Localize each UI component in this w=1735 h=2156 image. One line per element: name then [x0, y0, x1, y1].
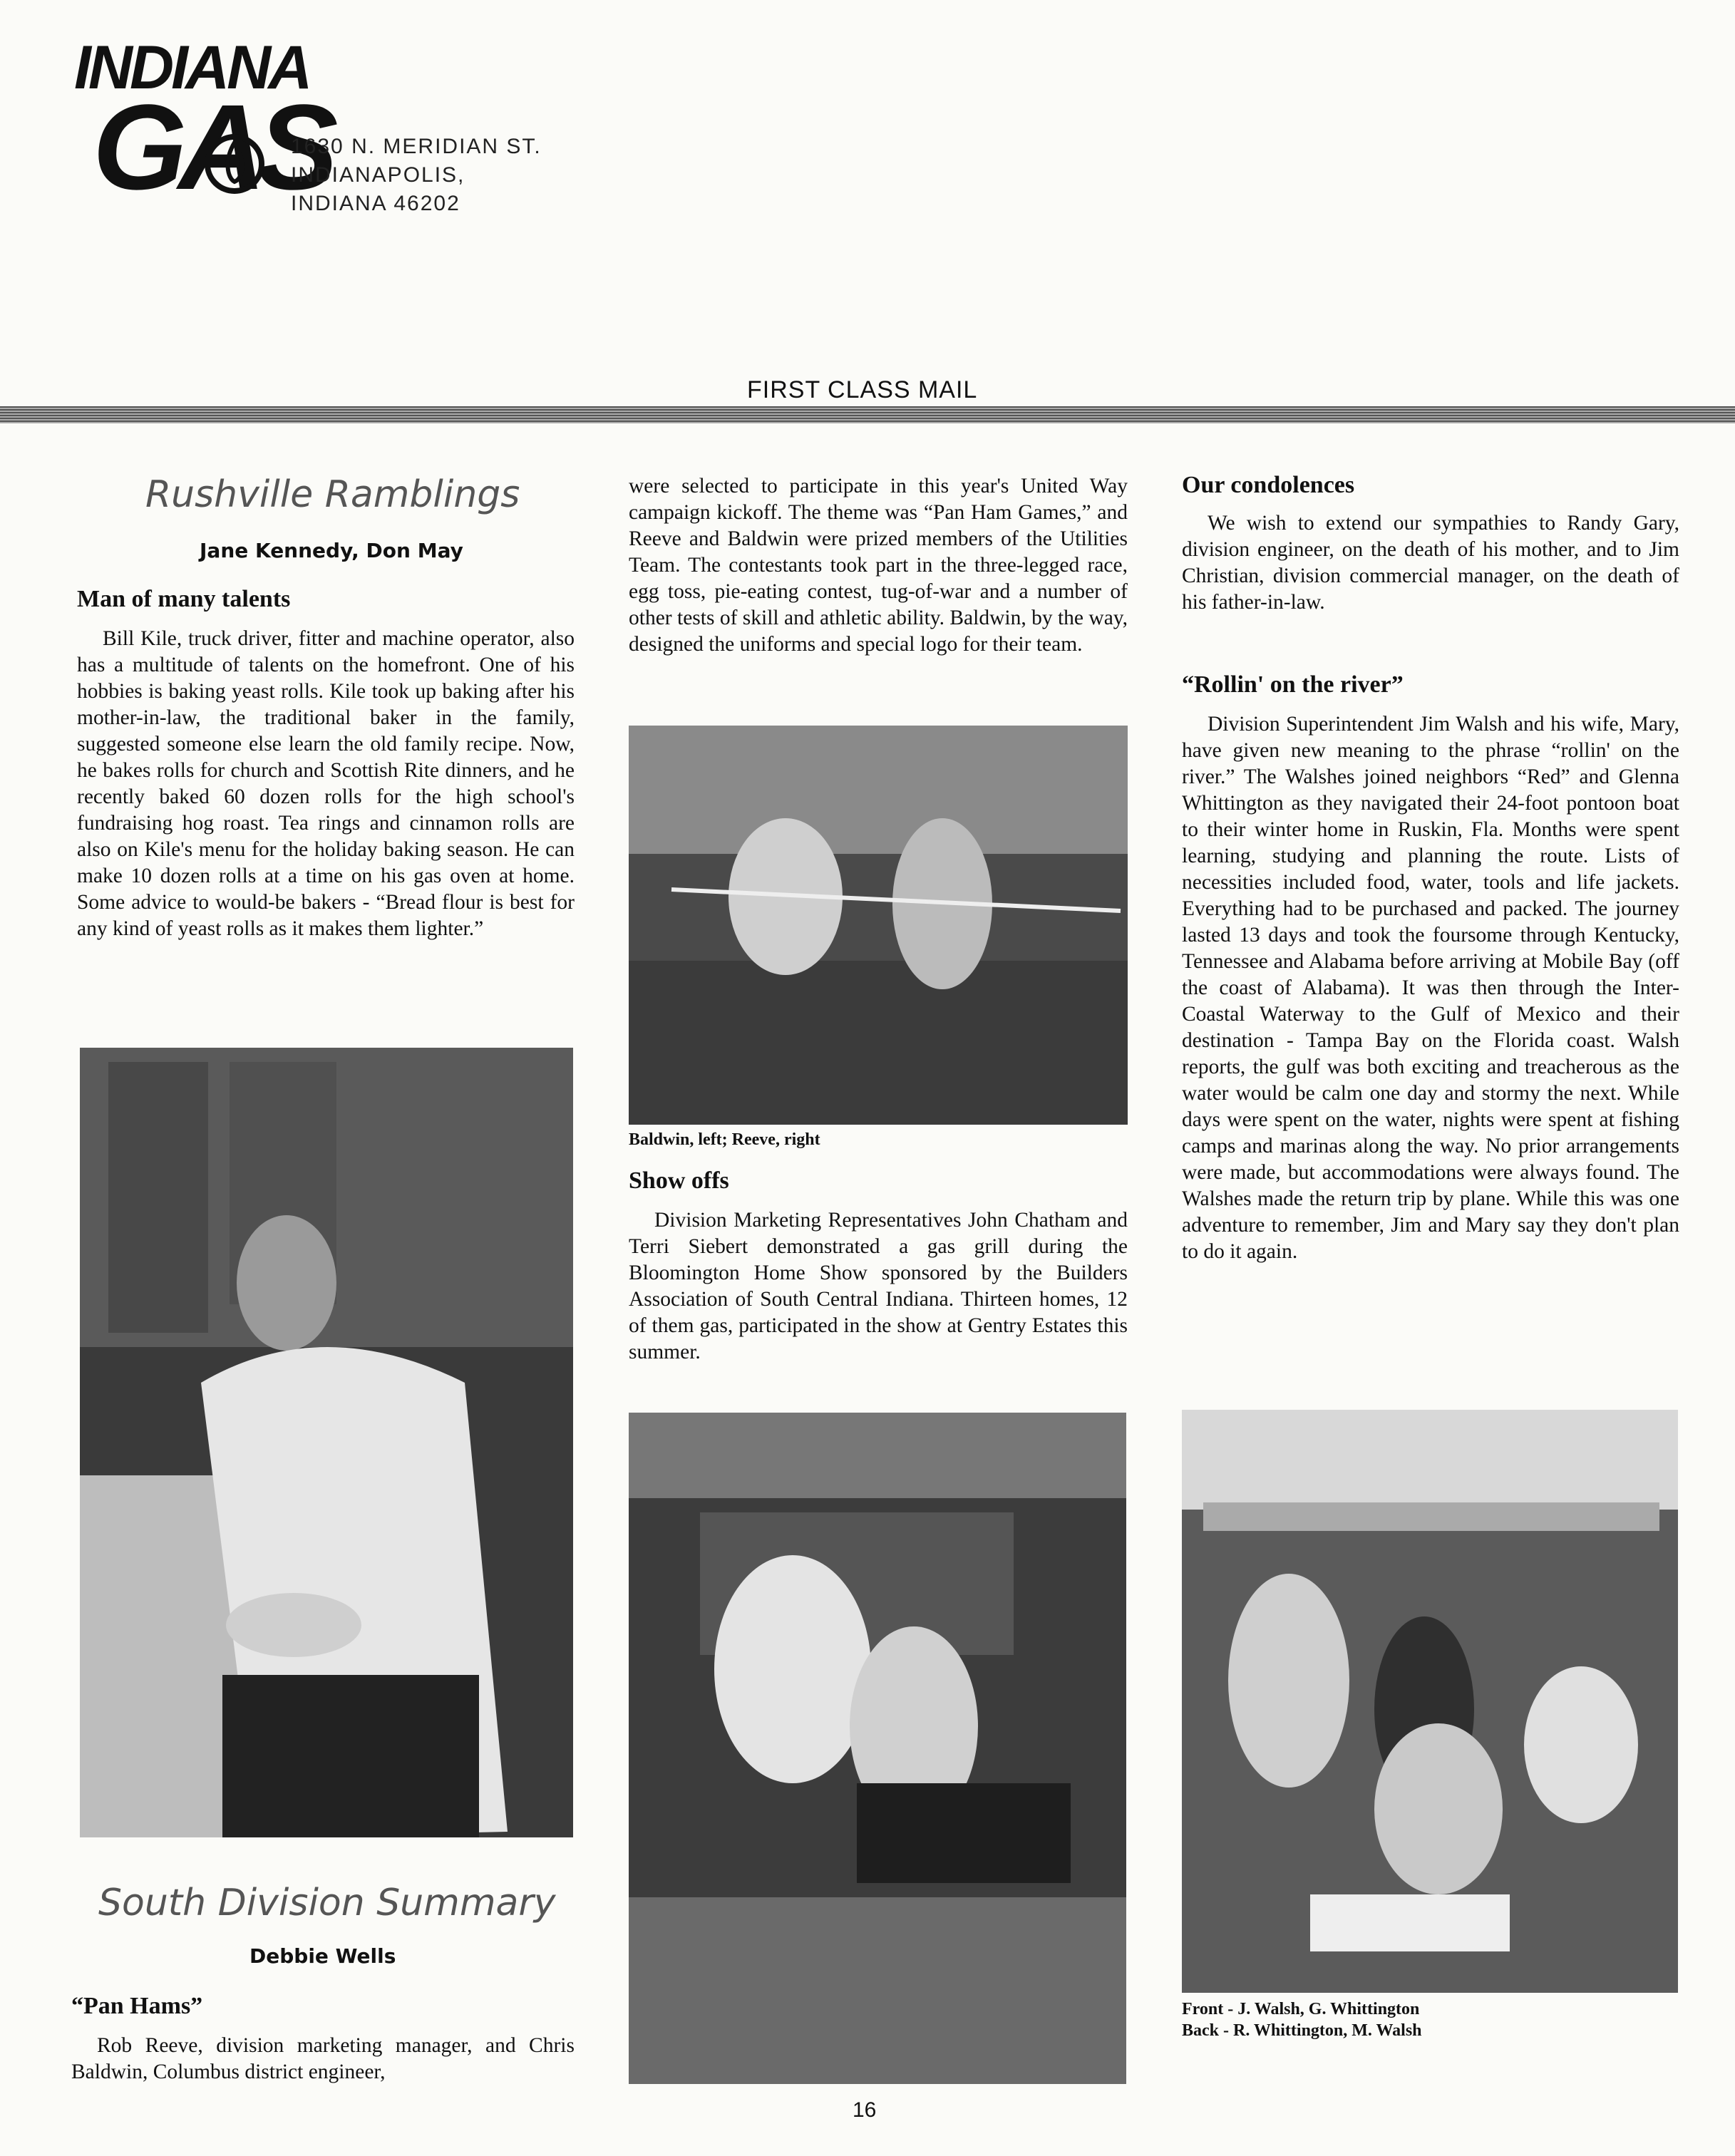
- headline-pan-hams: “Pan Hams”: [71, 1993, 203, 2019]
- address-line-2: INDIANAPOLIS,: [291, 163, 465, 187]
- article-body: Division Marketing Representatives John Chatham and Terri Siebert demonstrated a gas grill during the Bloomington Home Show sponsored by the Builders Association of South Central Indiana. Thirteen homes, 12 of them gas, participated in the show at Gentry Estates this summer.: [629, 1209, 1128, 1363]
- caption-line-1: Front - J. Walsh, G. Whittington: [1182, 2000, 1420, 2018]
- page-number: 16: [853, 2098, 877, 2122]
- headline-man-of-many-talents: Man of many talents: [77, 586, 291, 612]
- article-body: Bill Kile, truck driver, fitter and machine operator, also has a multitude of talents on the homefront. One of his hobbies is baking yeast rolls. Kile took up baking after his mother-in-law, the traditional baker in the family, suggested someone else learn the old family recipe. Now, he bakes rolls for church and Scottish Rite dinners, and he recently baked 60 dozen rolls for the high school's fundraising hog roast. Tea rings and cinnamon rolls are also on Kile's menu for the holiday baking season. He can make 10 dozen rolls at a time on his gas oven at home. Some advice to would-be bakers - “Bread flour is best for any kind of yeast rolls as it makes them lighter.”: [77, 627, 575, 940]
- indiana-gas-logo: [74, 33, 330, 215]
- article-rollin-on-the-river: [1182, 711, 1679, 1265]
- section-title-south: South Division Summary: [98, 1882, 556, 1924]
- caption-line-2: Back - R. Whittington, M. Walsh: [1182, 2021, 1422, 2040]
- caption-pontoon-boat: [1182, 1998, 1422, 2041]
- masthead-divider: [0, 406, 1735, 423]
- photo-gas-grill-demo: [629, 1413, 1126, 2084]
- article-pan-hams-continued: [629, 473, 1128, 658]
- article-body: Division Superintendent Jim Walsh and his wife, Mary, have given new meaning to the phrase “rollin' on the river.” The Walshes joined neighbors “Red” and Glenna Whittington as they navigated their 24-foot pontoon boat to their winter home in Ruskin, Fla. Months were spent learning, studying and planning the route. Lists of necessities included food, water, tools and life jackets. Everything had to be purchased and packed. The journey lasted 13 days and took the foursome through Kentucky, Tennessee and Alabama before arriving at Mobile Bay (off the coast of Alabama). It was then through the Inter-Coastal Waterway to the Gulf of Mexico and their destination - Tampa Bay on the Florida coast. Walsh reports, the gulf was both exciting and treacherous as the water would be calm one day and stormy the next. While days were spent on the water, nights were spent at fishing camps and marinas along the way. No prior arrangements were made, but accommodations were always found. The Walshes made the return trip by plane. While this was one adventure to remember, Jim and Mary say they don't plan to do it again.: [1182, 713, 1679, 1263]
- gas-flame-icon: [202, 121, 267, 200]
- article-our-condolences: [1182, 510, 1679, 616]
- article-show-offs: [629, 1207, 1128, 1366]
- article-body: were selected to participate in this year's United Way campaign kickoff. The theme was “Pan Ham Games,” and Reeve and Baldwin were prized members of the Utilities Team. The contestants took part in the three-legged race, egg toss, pie-eating contest, tug-of-war and a number of other tests of skill and athletic ability. Baldwin, by the way, designed the uniforms and special logo for their team.: [629, 475, 1128, 656]
- mailing-address: [291, 133, 542, 218]
- logo-wordmark-bottom: GAS: [93, 80, 330, 215]
- mail-class-label: FIRST CLASS MAIL: [747, 376, 978, 403]
- headline-rollin-on-the-river: “Rollin' on the river”: [1182, 671, 1404, 698]
- address-line-3: INDIANA 46202: [291, 192, 460, 215]
- logo-wordmark-top: INDIANA: [74, 33, 310, 102]
- byline-south: Debbie Wells: [249, 1944, 396, 1968]
- article-body: Rob Reeve, division marketing manager, and Chris Baldwin, Columbus district engineer,: [71, 2034, 575, 2083]
- section-title-rushville: Rushville Ramblings: [145, 473, 520, 516]
- address-line-1: 1630 N. MERIDIAN ST.: [291, 135, 542, 158]
- headline-show-offs: Show offs: [629, 1167, 729, 1194]
- photo-bill-kile-baking: [80, 1048, 573, 1837]
- headline-our-condolences: Our condolences: [1182, 472, 1355, 498]
- article-body: We wish to extend our sympathies to Randy Gary, division engineer, on the death of his mother, and to Jim Christian, division commercial manager, on the death of his father-in-law.: [1182, 512, 1679, 614]
- caption-tug-of-war: Baldwin, left; Reeve, right: [629, 1130, 820, 1149]
- photo-pontoon-boat: [1182, 1410, 1678, 1993]
- byline-rushville: Jane Kennedy, Don May: [200, 539, 463, 562]
- article-man-of-many-talents: [77, 626, 575, 942]
- photo-tug-of-war: [629, 726, 1128, 1125]
- article-pan-hams-start: [71, 2033, 575, 2085]
